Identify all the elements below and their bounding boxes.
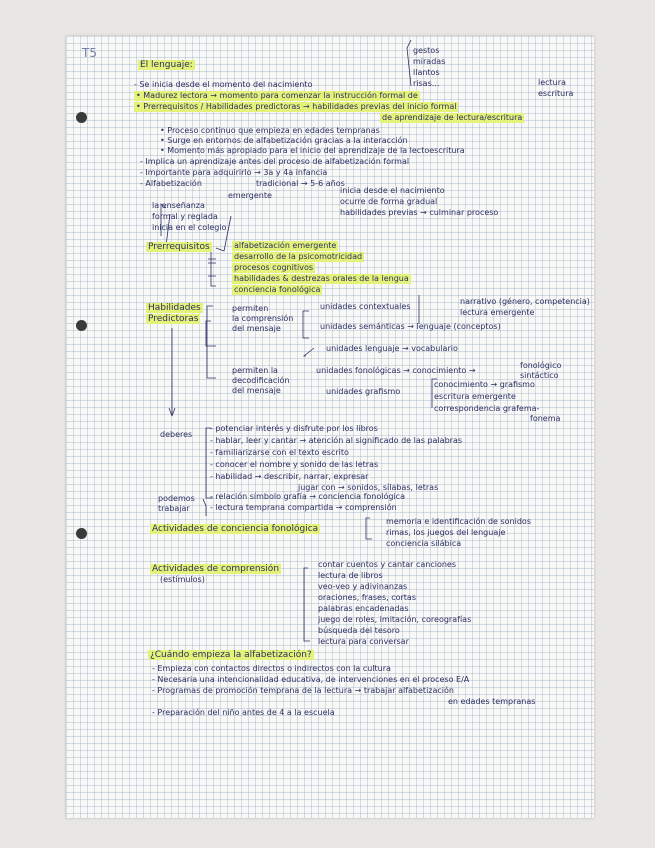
actividad-comp-item: lectura para conversar [318,637,409,646]
top-list-item: llantos [413,68,440,77]
binder-hole [76,112,87,123]
intro-line: de aprendizaje de lectura/escritura [382,113,523,122]
intro-line: • Madurez lectora → momento para comenzar la instrucción formal de [136,91,418,100]
deber-item: - familiarizarse con el texto escrito [210,448,349,457]
page-tag: T5 [82,46,97,60]
deber-item: - habilidad → describir, narrar, expresar [210,472,369,481]
deber-item: - hablar, leer y cantar → atención al significado de las palabras [210,436,463,445]
alfab-emergente: emergente [228,191,272,200]
unidad: unidades fonológicas → conocimiento → [316,366,476,375]
podemos-label: trabajar [158,504,190,513]
grafismo-item: escritura emergente [434,392,516,401]
line: - Importante para adquirirlo → 3a y 4a infancia [140,168,328,177]
grafismo-item: conocimiento → grafismo [434,380,535,389]
cuando-item: - Preparación del niño antes de 4 a la escuela [152,708,335,717]
actividad-comp-item: palabras encadenadas [318,604,409,613]
lectura-emergente: lectura emergente [460,308,535,317]
alfab-right: habilidades previas → culminar proceso [340,208,499,217]
actividades-comp-sub: (estímulos) [160,575,205,584]
cuando-item: - Programas de promoción temprana de la lectura → trabajar alfabetización [152,686,454,695]
actividades-comp-label: Actividades de comprensión [152,564,280,574]
unidad: unidades semánticas → lenguaje (conceptos) [320,322,501,331]
prerrequisito-item: alfabetización emergente [234,241,337,250]
podemos-item: - relación símbolo grafía → conciencia fonológica [210,492,405,501]
line: - Alfabetización [140,179,202,188]
alfab-right: inicia desde el nacimiento [340,186,445,195]
permiten-decodificacion: decodificación [232,376,290,385]
prerrequisito-item: habilidades & destrezas orales de la lengua [234,274,409,283]
podemos-label: podemos [158,494,195,503]
intro-line: • Prerrequisitos / Habilidades predictoras → habilidades previas del inicio formal [136,102,457,111]
binder-hole [76,528,87,539]
unidad: unidades lenguaje → vocabulario [326,344,458,353]
intro-line: - Se inicia desde el momento del nacimiento [134,80,313,89]
cuando-item: en edades tempranas [448,697,536,706]
grafismo-item: correspondencia grafema- [434,404,540,413]
actividad-comp-item: oraciones, frases, cortas [318,593,416,602]
alfab-right: ocurre de forma gradual [340,197,438,206]
cuando-question: ¿Cuándo empieza la alfabetización? [150,650,312,660]
unidad: unidades grafismo [326,387,401,396]
permiten-comprension: la comprensión [232,314,294,323]
actividad-comp-item: búsqueda del tesoro [318,626,400,635]
cuando-item: - Empieza con contactos directos o indirectos con la cultura [152,664,391,673]
alfab-tradicional: tradicional → 5-6 años [256,179,345,188]
sintactico: sintáctico [520,371,559,380]
narrativo: narrativo (género, competencia) [460,297,590,306]
habilidades-label: Habilidades [148,303,201,313]
top-list-item: miradas [413,57,446,66]
prerrequisito-item: desarrollo de la psicomotricidad [234,252,363,261]
top-list-item: gestos [413,46,440,55]
escritura-label: escritura [538,89,574,98]
lectura-label: lectura [538,78,566,87]
line: - Implica un aprendizaje antes del proceso de alfabetización formal [140,157,410,166]
top-list-item: risas... [413,79,440,88]
jugar-con: jugar con → sonidos, sílabas, letras [298,483,439,492]
unidad: unidades contextuales [320,302,411,311]
binder-hole [76,320,87,331]
permiten-decodificacion: del mensaje [232,386,281,395]
podemos-item: - lectura temprana compartida → comprensión [210,503,397,512]
bullet: • Proceso continuo que empieza en edades tempranas [160,126,380,135]
actividad-fon-item: memoria e identificación de sonidos [386,517,531,526]
permiten-decodificacion: permiten la [232,366,278,375]
cuando-item: - Necesaria una intencionalidad educativa, de intervenciones en el proceso E/A [152,675,470,684]
deberes-label: deberes [160,430,193,439]
habilidades-label: Predictoras [148,314,199,324]
actividad-comp-item: juego de roles, imitación, coreografías [318,615,472,624]
fonologico: fonológico [520,361,562,370]
permiten-comprension: del mensaje [232,324,281,333]
alfab-left: la enseñanza [152,201,205,210]
alfab-left: inicia en el colegio [152,223,227,232]
actividad-fon-item: conciencia silábica [386,539,462,548]
prerrequisito-item: conciencia fonológica [234,285,321,294]
title: El lenguaje: [140,60,193,70]
permiten-comprension: permiten [232,304,269,313]
actividad-comp-item: lectura de libros [318,571,383,580]
deber-item: - potenciar interés y disfrute por los libros [210,424,378,433]
actividad-comp-item: veo-veo y adivinanzas [318,582,408,591]
bullet: • Surge en entornos de alfabetización gracias a la interacción [160,136,408,145]
actividades-fon-label: Actividades de conciencia fonológica [152,524,319,534]
deber-item: - conocer el nombre y sonido de las letras [210,460,379,469]
actividad-fon-item: rimas, los juegos del lenguaje [386,528,506,537]
prerrequisitos-label: Prerrequisitos [148,242,210,252]
prerrequisito-item: procesos cognitivos [234,263,313,272]
grafismo-item: fonema [530,414,561,423]
bullet: • Momento más apropiado para el inicio del aprendizaje de la lectoescritura [160,146,465,155]
actividad-comp-item: contar cuentos y cantar canciones [318,560,457,569]
alfab-left: formal y reglada [152,212,218,221]
